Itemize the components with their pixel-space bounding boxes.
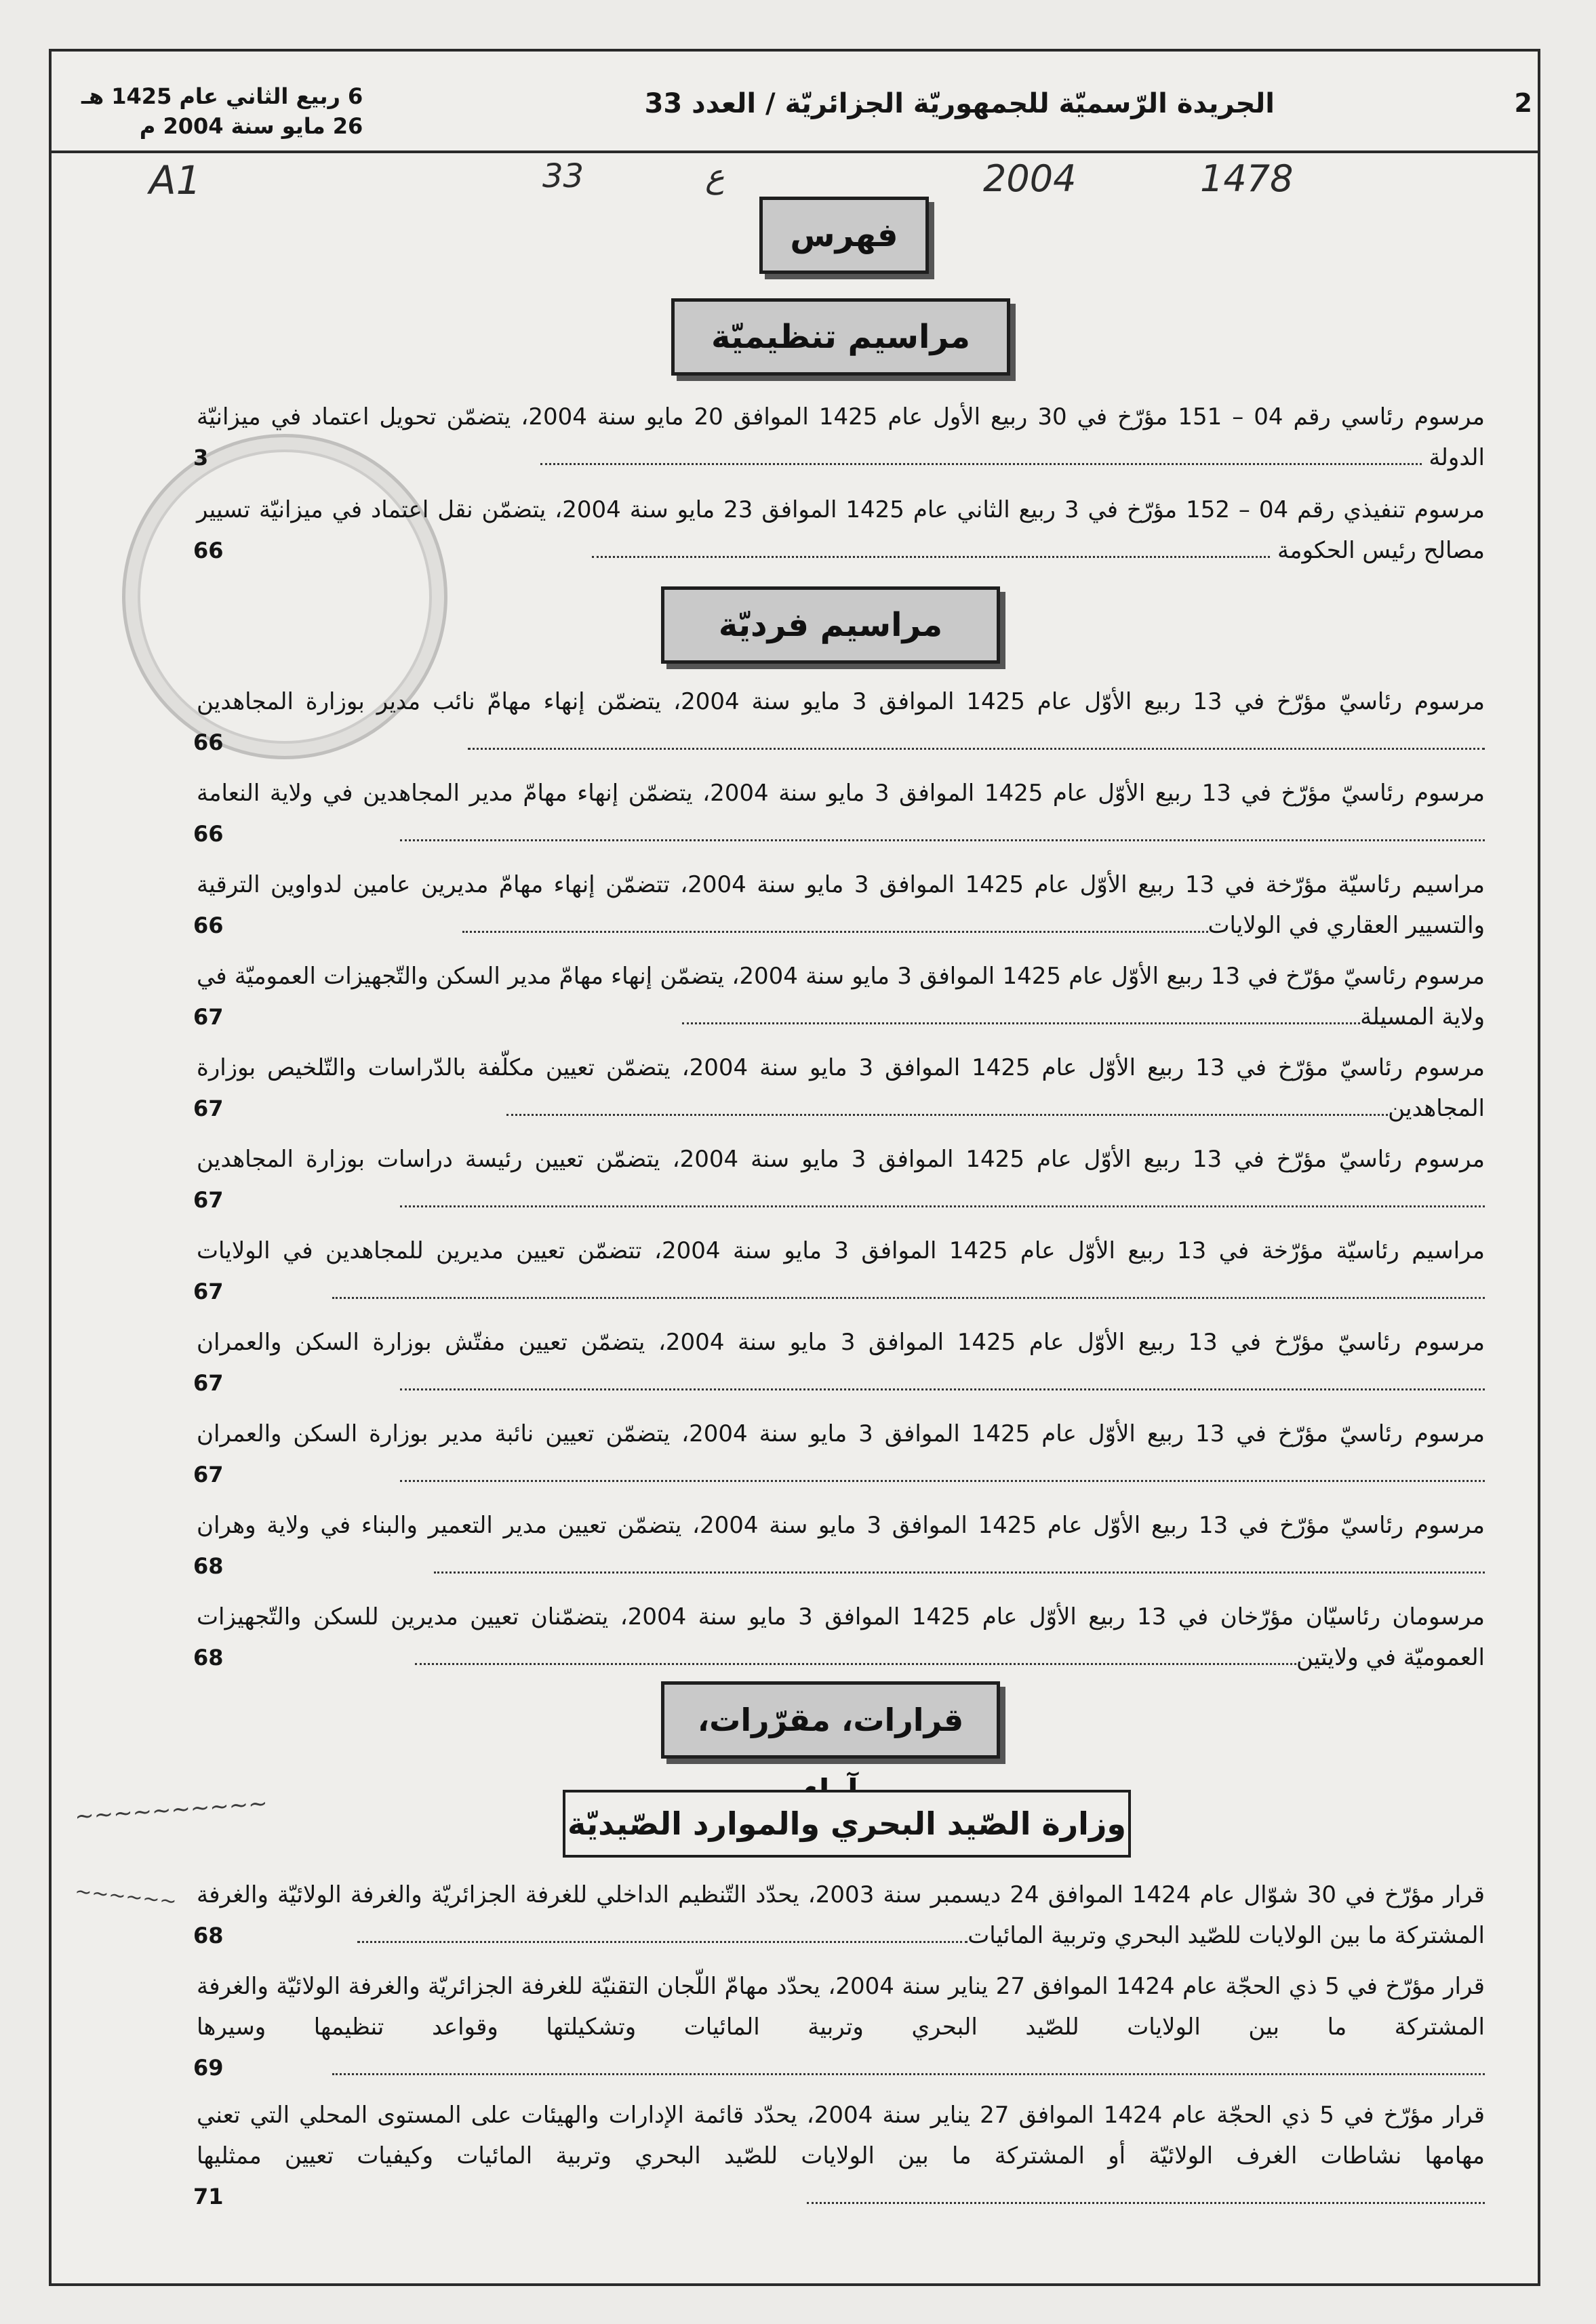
handwritten-left: A1: [149, 157, 201, 203]
toc-entry-text: مراسيم رئاسيّة مؤرّخة في 13 ربيع الأوّل عام 1425 الموافق 3 مايو سنة 2004، تتضمّن تعيين مديرين للمجاهدين في الولايات: [197, 1237, 1485, 1264]
toc-entry: [193, 773, 1485, 854]
page-header: [54, 81, 1532, 142]
header-divider: [49, 151, 1540, 153]
toc-entry: [193, 1322, 1485, 1403]
page-number: 2: [1514, 88, 1532, 118]
toc-entry-text: مرسوم رئاسيّ مؤرّخ في 13 ربيع الأوّل عام 1425 الموافق 3 مايو سنة 2004، يتضمّن تعيين مدير التعمير والبناء في ولاية وهران: [197, 1512, 1485, 1539]
toc-entry: [193, 1597, 1485, 1678]
toc-entry-text: مرسوم رئاسيّ مؤرّخ في 13 ربيع الأوّل عام 1425 الموافق 3 مايو سنة 2004، يتضمّن تعيين رئيسة دراسات بوزارة المجاهدين: [197, 1146, 1485, 1173]
toc-entry-page: 68: [193, 1553, 224, 1579]
gazette-title: الجريدة الرّسميّة للجمهوريّة الجزائريّة / العدد 33: [644, 88, 1275, 119]
toc-entry-text: مرسوم رئاسي رقم 04 – 151 مؤرّخ في 30 ربيع الأول عام 1425 الموافق 20 مايو سنة 2004، يتضمّن تحويل اعتماد في ميزانيّة الدولة: [197, 403, 1485, 471]
dot-leader: [506, 1100, 1388, 1116]
toc-entry-page: 66: [193, 913, 224, 938]
decisions-title: قرارات، مقرّرات،: [661, 1681, 1000, 1759]
margin-scribble: ~~~~~~~~~~: [73, 1790, 268, 1830]
toc-entry: [193, 1505, 1485, 1586]
toc-entry-page: 67: [193, 1187, 224, 1213]
handwritten-number: 33: [542, 157, 584, 195]
toc-entry: [193, 2095, 1485, 2217]
toc-entry: [193, 864, 1485, 946]
toc-entry-text: مرسوم رئاسيّ مؤرّخ في 13 ربيع الأوّل عام 1425 الموافق 3 مايو سنة 2004، يتضمّن إنهاء مهامّ مدير السكن والتّجهيزات العموميّة في ولاية المسيلة: [197, 963, 1485, 1030]
individual-decrees-title: مراسيم فرديّة: [661, 586, 1000, 664]
toc-entry-page: 71: [193, 2184, 224, 2209]
toc-entry-page: 3: [193, 445, 209, 470]
toc-entry-text: مراسيم رئاسيّة مؤرّخة في 13 ربيع الأوّل عام 1425 الموافق 3 مايو سنة 2004، تتضمّن إنهاء مهامّ مديرين عامين لدواوين الترقية والتسيير العقاري في الولايات: [197, 871, 1485, 939]
handwritten-year: 2004: [983, 157, 1077, 200]
dot-leader: [540, 449, 1422, 465]
toc-entry: [193, 1875, 1485, 1956]
dot-leader: [332, 2060, 1485, 2075]
toc-entry-page: 67: [193, 1096, 224, 1121]
toc-entry: [193, 1047, 1485, 1129]
hijri-date: 6 ربيع الثاني عام 1425 هـ: [81, 83, 363, 109]
toc-entry-page: 66: [193, 821, 224, 847]
dot-leader: [400, 1466, 1485, 1482]
toc-entry: [193, 956, 1485, 1037]
dot-leader: [400, 1375, 1485, 1390]
toc-entry-text: قرار مؤرّخ في 5 ذي الحجّة عام 1424 الموافق 27 يناير سنة 2004، يحدّد مهامّ اللّجان التقنيّة للغرفة الجزائريّة والغرفة الولائيّة والغرفة المشتركة ما بين الولايات للصّيد البحري وتربية المائيات وتشكيلتها وقواعد تنظيمها وسيرها: [197, 1973, 1485, 2041]
toc-entry: [193, 397, 1485, 478]
handwritten-ref: 1478: [1200, 157, 1294, 200]
toc-entry: [193, 1230, 1485, 1312]
index-title: فهرس: [759, 197, 929, 274]
toc-entry-page: 66: [193, 729, 224, 755]
dot-leader: [462, 917, 1208, 933]
toc-entry-page: 69: [193, 2055, 224, 2081]
margin-scribble: ~~~~~~: [73, 1879, 178, 1914]
toc-entry-text: مرسوم رئاسيّ مؤرّخ في 13 ربيع الأوّل عام 1425 الموافق 3 مايو سنة 2004، يتضمّن تعيين نائبة مدير بوزارة السكن والعمران: [197, 1420, 1485, 1447]
dot-leader: [400, 826, 1485, 841]
toc-entry-text: مرسوم تنفيذي رقم 04 – 152 مؤرّخ في 3 ربيع الثاني عام 1425 الموافق 23 مايو سنة 2004، يتضمّن نقل اعتماد في ميزانيّة تسيير مصالح رئيس الحكومة: [197, 496, 1485, 564]
toc-entry-page: 67: [193, 1004, 224, 1030]
dot-leader: [400, 1192, 1485, 1207]
dot-leader: [592, 542, 1270, 558]
dot-leader: [332, 1283, 1485, 1299]
regulatory-decrees-title: مراسيم تنظيميّة: [671, 298, 1010, 376]
toc-entry-page: 67: [193, 1279, 224, 1304]
toc-entry: [193, 681, 1485, 763]
handwritten-letter: ع: [705, 157, 725, 195]
toc-entry-text: مرسومان رئاسيّان مؤرّخان في 13 ربيع الأوّل عام 1425 الموافق 3 مايو سنة 2004، يتضمّنان تعيين مديرين للسكن والتّجهيزات العموميّة في ولايتين: [197, 1603, 1485, 1671]
issue-dates: [81, 81, 363, 141]
toc-entry-text: مرسوم رئاسيّ مؤرّخ في 13 ربيع الأوّل عام 1425 الموافق 3 مايو سنة 2004، يتضمّن تعيين مكلّفة بالدّراسات والتّلخيص بوزارة المجاهدين: [197, 1054, 1485, 1122]
toc-entry-page: 67: [193, 1370, 224, 1396]
toc-entry-text: مرسوم رئاسيّ مؤرّخ في 13 ربيع الأوّل عام 1425 الموافق 3 مايو سنة 2004، يتضمّن إنهاء مهامّ نائب مدير بوزارة المجاهدين: [197, 688, 1485, 715]
ministry-title: وزارة الصّيد البحري والموارد الصّيديّة: [563, 1790, 1131, 1858]
toc-entry-page: 68: [193, 1923, 224, 1948]
gregorian-date: 26 مايو سنة 2004 م: [139, 113, 363, 139]
toc-entry-text: قرار مؤرّخ في 30 شوّال عام 1424 الموافق 24 ديسمبر سنة 2003، يحدّد التّنظيم الداخلي للغرفة الجزائريّة والغرفة الولائيّة والغرفة المشتركة ما بين الولايات للصّيد البحري وتربية المائيات: [197, 1881, 1485, 1949]
toc-entry-text: مرسوم رئاسيّ مؤرّخ في 13 ربيع الأوّل عام 1425 الموافق 3 مايو سنة 2004، يتضمّن تعيين مفتّش بوزارة السكن والعمران: [197, 1329, 1485, 1356]
toc-entry: [193, 1414, 1485, 1495]
toc-entry: [193, 1966, 1485, 2088]
toc-entry: [193, 1139, 1485, 1220]
dot-leader: [357, 1927, 967, 1943]
dot-leader: [682, 1009, 1360, 1024]
dot-leader: [807, 2188, 1485, 2204]
dot-leader: [434, 1558, 1485, 1574]
toc-entry-page: 68: [193, 1645, 224, 1670]
toc-entry-text: مرسوم رئاسيّ مؤرّخ في 13 ربيع الأوّل عام 1425 الموافق 3 مايو سنة 2004، يتضمّن إنهاء مهامّ مدير المجاهدين في ولاية النعامة: [197, 780, 1485, 807]
dot-leader: [415, 1649, 1296, 1665]
toc-entry-page: 67: [193, 1462, 224, 1487]
dot-leader: [468, 734, 1485, 750]
toc-entry-text: قرار مؤرّخ في 5 ذي الحجّة عام 1424 الموافق 27 يناير سنة 2004، يحدّد قائمة الإدارات والهيئات على المستوى المحلي التي تعني مهامها نشاطات الغرف الولائيّة أو المشتركة ما بين الولايات للصّيد البحري وتربية المائيات وكيفيات تعيين ممثليها: [197, 2102, 1485, 2169]
toc-entry: [193, 489, 1485, 571]
handwritten-notes: [149, 157, 1302, 212]
toc-entry-page: 66: [193, 538, 224, 563]
